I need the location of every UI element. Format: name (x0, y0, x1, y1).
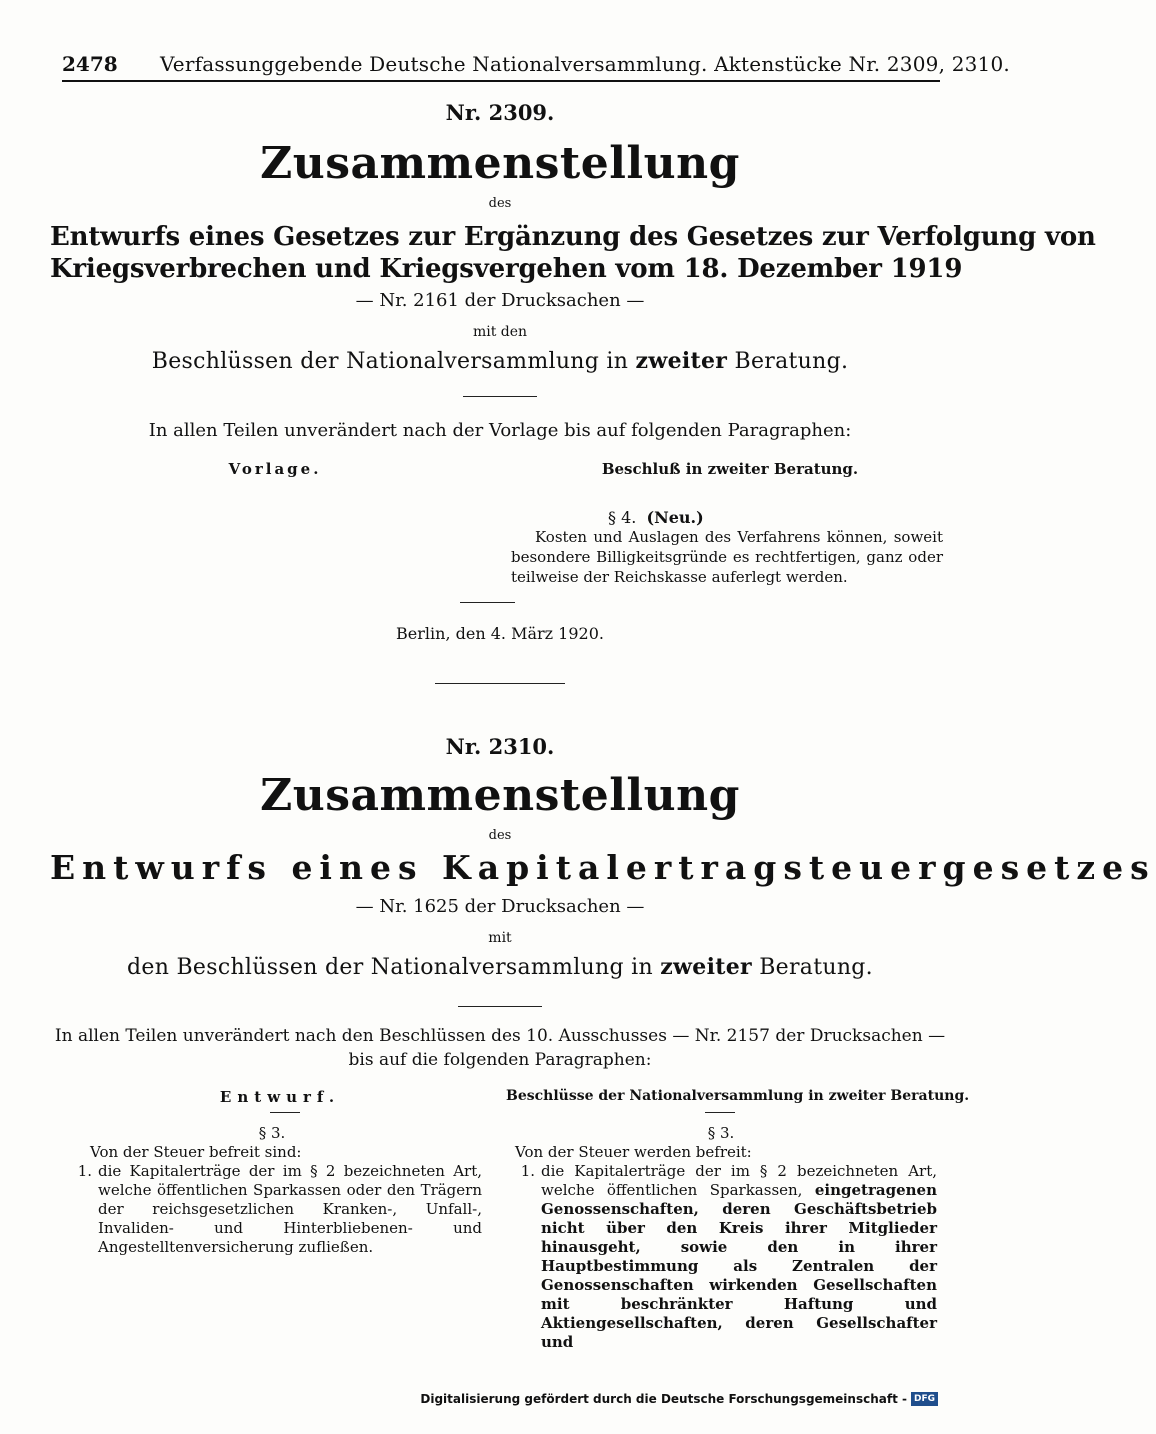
doc2-right-section: § 3. (707, 1124, 735, 1142)
doc2-beschluesse-pre: den Beschlüssen der Nationalversammlung in (127, 955, 661, 980)
doc1-number: Nr. 2309. (445, 100, 555, 125)
doc2-beschluesse-bold: zweiter (660, 954, 752, 980)
doc1-beschluesse-pre: Beschlüssen der Nationalversammlung in (151, 349, 636, 374)
doc2-number: Nr. 2310. (445, 734, 555, 759)
doc1-paragraph-head (608, 508, 943, 527)
doc1-paragraph-new: (Neu.) (646, 508, 704, 527)
doc1-law-line1: Entwurfs eines Gesetzes zur Ergänzung des Gesetzes zur Verfolgung von (50, 222, 1096, 252)
doc2-left-section: § 3. (258, 1124, 286, 1142)
doc1-paragraph-body: Kosten und Auslagen des Verfahrens können, soweit besondere Billigkeitsgründe es rechtfertigen, ganz oder teilweise der Reichskasse auferlegt werden. (511, 528, 943, 586)
doc1-rule1 (463, 396, 537, 397)
doc1-des: des (488, 196, 512, 211)
doc2-des: des (488, 828, 512, 843)
doc1-intro: In allen Teilen unverändert nach der Vorlage bis auf folgenden Paragraphen: (148, 420, 852, 441)
doc2-left-rule (270, 1112, 300, 1113)
doc2-right-item-text-plain: die Kapitalerträge der im § 2 bezeichneten Art, welche öffentlichen Sparkassen, (541, 1162, 937, 1199)
doc1-date: Berlin, den 4. März 1920. (396, 624, 604, 643)
doc2-right-lead: Von der Steuer werden befreit: (515, 1143, 752, 1161)
doc2-rule1 (458, 1006, 542, 1007)
doc1-col-right-head: Beschluß in zweiter Beratung. (601, 460, 859, 478)
doc2-left-item-text: die Kapitalerträge der im § 2 bezeichneten Art, welche öffentlichen Sparkassen oder den Trägern der reichsgesetzlichen Kranken-, Unfall-, Invaliden- und Hinterbliebenen- und Angestelltenversicherung zufließen. (98, 1162, 482, 1256)
doc2-right-item (505, 1162, 937, 1352)
doc2-right-item-text-bold: eingetragenen Genossenschaften, deren Geschäftsbetrieb nicht über den Kreis ihrer Mitglieder hinausgeht, sowie den in ihrer Hauptbestimmung als Zentralen der Genossenschaften wirkenden Gesellschaften mit beschränkter Haftung und Aktiengesellschaften, deren Gesellschafter und (541, 1181, 937, 1351)
doc2-title: Zusammenstellung (260, 770, 740, 821)
doc2-left-item-number: 1. (77, 1162, 92, 1180)
header-rule (62, 80, 940, 82)
doc1-col-left-head: Vorlage. (228, 460, 322, 478)
doc2-left-lead: Von der Steuer befreit sind: (90, 1143, 302, 1161)
doc2-right-column (505, 1124, 937, 1352)
digitization-footer (420, 1392, 938, 1406)
doc1-beschluesse (50, 348, 950, 374)
doc1-reference: — Nr. 2161 der Drucksachen — (355, 290, 645, 311)
doc1-paragraph-number: § 4. (608, 508, 637, 527)
doc1-beschluesse-post: Beratung. (727, 349, 849, 374)
doc1-paragraph (511, 508, 943, 587)
doc2-right-rule (705, 1112, 735, 1113)
doc2-left-column (62, 1124, 482, 1257)
doc2-right-item-text (541, 1162, 937, 1352)
doc2-mit: mit (488, 930, 512, 946)
footer-text: Digitalisierung gefördert durch die Deutsche Forschungsgemeinschaft - (420, 1392, 907, 1406)
doc2-beschluesse-post: Beratung. (751, 955, 873, 980)
doc1-mit: mit den (472, 324, 528, 340)
doc2-beschluesse (50, 954, 950, 980)
doc2-col-left-head: Entwurf. (219, 1088, 341, 1106)
doc2-intro-line2: bis auf die folgenden Paragraphen: (348, 1050, 652, 1070)
doc1-law-line2: Kriegsverbrechen und Kriegsvergehen vom 18. Dezember 1919 (50, 254, 963, 284)
doc2-right-item-number: 1. (520, 1162, 535, 1180)
doc2-intro-line1: In allen Teilen unverändert nach den Beschlüssen des 10. Ausschusses — Nr. 2157 der Drucksachen — (54, 1026, 946, 1046)
doc1-beschluesse-bold: zweiter (635, 348, 728, 374)
dfg-logo: DFG (911, 1392, 938, 1406)
page-header (62, 52, 1010, 78)
page-number: 2478 (62, 52, 118, 76)
doc2-law-line1: Entwurfs eines Kapitalertragsteuergesetzes (50, 848, 1156, 887)
doc-separator (435, 683, 565, 684)
running-title: Verfassunggebende Deutsche Nationalversammlung. Aktenstücke Nr. 2309, 2310. (160, 52, 1010, 76)
doc2-reference: — Nr. 1625 der Drucksachen — (355, 896, 645, 917)
doc1-title: Zusammenstellung (260, 138, 740, 189)
doc1-rule2 (460, 602, 515, 603)
doc2-left-item (62, 1162, 482, 1257)
doc2-col-right-head: Beschlüsse der Nationalversammlung in zweiter Beratung. (506, 1088, 970, 1104)
